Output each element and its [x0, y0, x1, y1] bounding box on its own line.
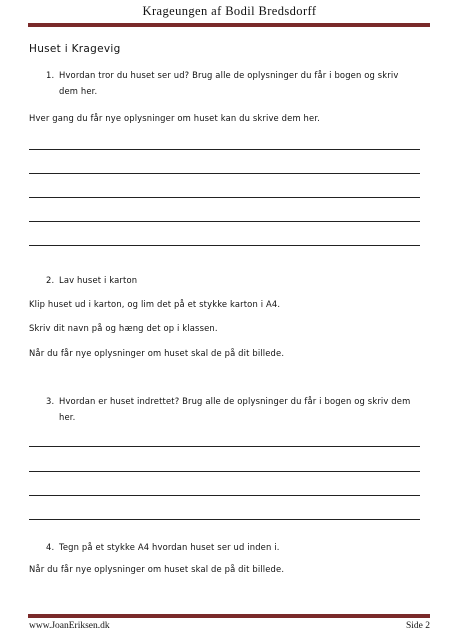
- question-text: Tegn på et stykke A4 hvordan huset ser ud inden i.: [59, 542, 280, 552]
- answer-line[interactable]: [29, 471, 420, 472]
- question-text: Hvordan tror du huset ser ud? Brug alle de oplysninger du får i bogen og skriv dem her.: [59, 70, 399, 96]
- q2-instruction-1: Klip huset ud i karton, og lim det på et stykke karton i A4.: [29, 299, 281, 309]
- answer-line[interactable]: [29, 519, 420, 520]
- answer-line[interactable]: [29, 221, 420, 222]
- question-1: [46, 67, 411, 99]
- answer-line[interactable]: [29, 149, 420, 150]
- question-3: [46, 393, 411, 425]
- footer-divider: [28, 614, 430, 618]
- q4-note: Når du får nye oplysninger om huset skal de på dit billede.: [29, 564, 285, 574]
- question-2: [46, 272, 411, 288]
- question-number: 4.: [46, 542, 55, 552]
- question-number: 3.: [46, 396, 55, 406]
- answer-line[interactable]: [29, 446, 420, 447]
- document-title: Krageungen af Bodil Bredsdorff: [142, 4, 317, 18]
- question-number: 2.: [46, 275, 55, 285]
- answer-line[interactable]: [29, 495, 420, 496]
- question-text: Lav huset i karton: [59, 275, 138, 285]
- answer-line[interactable]: [29, 245, 420, 246]
- footer-website: www.JoanEriksen.dk: [29, 621, 110, 631]
- q2-instruction-2: Skriv dit navn på og hæng det op i klassen.: [29, 323, 218, 333]
- answer-line[interactable]: [29, 173, 420, 174]
- section-title: Huset i Kragevig: [29, 43, 121, 55]
- q2-instruction-3: Når du får nye oplysninger om huset skal de på dit billede.: [29, 348, 285, 358]
- header-divider: [28, 23, 430, 27]
- q1-note: Hver gang du får nye oplysninger om huset kan du skrive dem her.: [29, 113, 320, 123]
- question-text: Hvordan er huset indrettet? Brug alle de oplysninger du får i bogen og skriv dem her.: [59, 396, 411, 422]
- footer-page-number: Side 2: [405, 621, 430, 631]
- question-4: [46, 539, 411, 555]
- question-number: 1.: [46, 70, 55, 80]
- answer-line[interactable]: [29, 197, 420, 198]
